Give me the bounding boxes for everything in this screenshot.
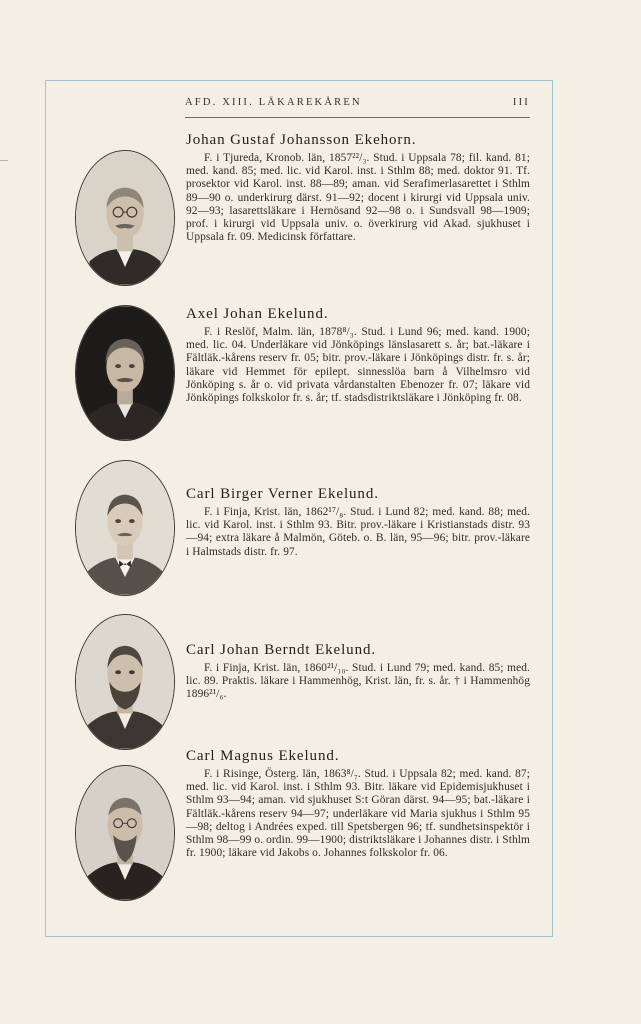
entry-name: Axel Johan Ekelund. [186,306,329,322]
portrait-photo-icon [76,151,174,285]
header-rule [185,117,530,118]
page-number: III [512,97,530,108]
entry-name: Carl Magnus Ekelund. [186,748,340,764]
portrait-axel-ekelund [75,305,175,441]
entry-carl-magnus-ekelund [186,748,530,860]
entry-name: Johan Gustaf Johansson Ekehorn. [186,132,417,148]
entry-biography: F. i Finja, Krist. län, 1862¹⁷/₈. Stud. i Lund 82; med. kand. 88; med. lic. vid Karol. inst. i Sthlm 93. Bitr. prov.-läkare i Kristianstads distr. 93—94; extra läkare å Malmön, Göteb. o. B. län, 95—96; bitr. prov.-läkare i Halmstads distr. fr. 97. [186,506,530,558]
section-title: AFD. XIII. LÄKAREKÅREN [185,97,362,108]
entry-name: Carl Johan Berndt Ekelund. [186,642,377,658]
entry-biography: F. i Risinge, Österg. län, 1863⁸/₇. Stud. i Uppsala 82; med. kand. 87; med. lic. vid Karol. inst. i Sthlm 93. Bitr. läkare vid Epidemisjukhuset i Sthlm 93—94; aman. vid sjukhuset S:t Göran därst. 94—95; bat.-läkare i Fältläk.-kårens reserv 94—97; underläkare vid Maria sjukhus i Sthlm 95—98; deltog i Andrées exped. till Spetsbergen 96; tf. sundhetsinspektör i Sthlm 98—99 o. ordin. 99—1900; distriktsläkare i Johannes distr. i Sthlm fr. 1900; läkare vid Jakobs o. Johannes folkskolor fr. 06. [186,768,530,860]
portrait-photo-icon [76,306,174,440]
portrait-photo-icon [76,615,174,749]
portrait-ekehorn [75,150,175,286]
entry-biography: F. i Finja, Krist. län, 1860²¹/₁₀. Stud. i Lund 79; med. kand. 85; med. lic. 89. Praktis. läkare i Hammenhög, Krist. län, fr. s. år. † i Hammenhög 1896²¹/₆. [186,662,530,701]
running-head [185,97,530,115]
entry-carl-birger-ekelund [186,486,530,559]
portrait-photo-icon [76,461,174,595]
portrait-carl-johan-ekelund [75,614,175,750]
portrait-carl-birger-ekelund [75,460,175,596]
entry-ekehorn [186,132,530,244]
margin-mark [0,160,8,161]
entry-axel-ekelund [186,306,530,405]
entry-carl-johan-ekelund [186,642,530,702]
entry-biography: F. i Reslöf, Malm. län, 1878⁸/₃. Stud. i Lund 96; med. kand. 1900; med. lic. 04. Underläkare vid Jönköpings länslasarett s. år; bat.-läkare i Fältläk.-kårens reserv fr. 05; bitr. prov.-läkare i Jönköpings distr. fr. s. år; läkare vid Hemmet för epilept. sinnesslöa barn å Vilhelmsro vid Jönköping s. år o. vid privata vårdanstalten Ebenozer fr. 07; läkare vid Jönköpings folkskolor fr. s. år; tf. stadsdistriktsläkare i Jönköping fr. 08. [186,326,530,405]
portrait-photo-icon [76,766,174,900]
entry-name: Carl Birger Verner Ekelund. [186,486,379,502]
portrait-carl-magnus-ekelund [75,765,175,901]
entry-biography: F. i Tjureda, Kronob. län, 1857²²/₃. Stud. i Uppsala 78; fil. kand. 81; med. kand. 85; med. lic. vid Karol. inst. i Sthlm 88; med. doktor 91. Tf. prosektor vid Karol. inst. 88—89; aman. vid Serafimerlasarettet i Sthlm 89—90 o. underkirurg därst. 91—92; docent i kirurgi vid Uppsala univ. 92—93; lasarettsläkare i Hernösand 92—98 o. i Sundsvall 98—1909; prof. i kirurgi vid Uppsala univ. o. överkirurg vid Akad. sjukhuset i Uppsala fr. 09. Medicinsk författare. [186,152,530,244]
